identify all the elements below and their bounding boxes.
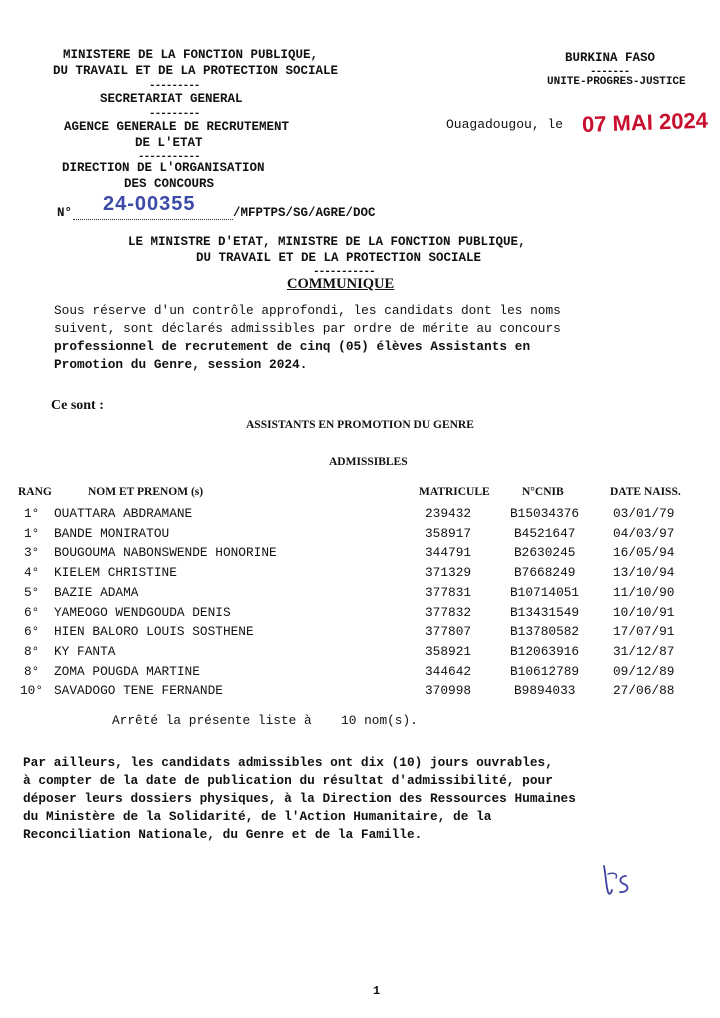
communique-heading: COMMUNIQUE: [287, 276, 395, 292]
cell-date: 13/10/94: [613, 565, 675, 580]
table-row: [0, 585, 720, 605]
notice-line: du Ministère de la Solidarité, de l'Action Humanitaire, de la: [23, 809, 492, 824]
cell-date: 31/12/87: [613, 644, 675, 659]
closing-suffix: nom(s).: [364, 713, 418, 728]
cell-cnib: B15034376: [510, 506, 580, 521]
agency-line2: DE L'ETAT: [135, 136, 203, 150]
cell-nom: OUATTARA ABDRAMANE: [54, 506, 193, 521]
table-row: [0, 506, 720, 526]
table-row: [0, 545, 720, 565]
table-row: [0, 565, 720, 585]
cell-rang: 10°: [20, 683, 44, 698]
handwritten-initials: [598, 862, 638, 902]
country-name: BURKINA FASO: [565, 51, 656, 65]
cell-nom: ZOMA POUGDA MARTINE: [54, 664, 200, 679]
table-row: [0, 526, 720, 546]
table-row: [0, 644, 720, 664]
table-row: [0, 624, 720, 644]
secretariat-general: SECRETARIAT GENERAL: [100, 92, 243, 106]
cell-matricule: 377831: [425, 585, 472, 600]
cell-cnib: B13780582: [510, 624, 580, 639]
ministry-line1: MINISTERE DE LA FONCTION PUBLIQUE,: [63, 48, 319, 62]
notice-line: Reconciliation Nationale, du Genre et de la Famille.: [23, 827, 423, 842]
ce-sont-label: Ce sont :: [51, 398, 104, 413]
reference-underline: [73, 219, 233, 220]
direction-line2: DES CONCOURS: [124, 177, 215, 191]
direction-line1: DIRECTION DE L'ORGANISATION: [62, 161, 265, 175]
cell-rang: 8°: [24, 644, 40, 659]
page-number: 1: [373, 984, 381, 998]
intro-line-bold: professionnel de recrutement de cinq (05) élèves Assistants en: [54, 339, 531, 354]
header-cnib: N°CNIB: [522, 486, 564, 498]
reference-number-stamp: 24-00355: [103, 193, 196, 215]
minister-title-line1: LE MINISTRE D'ETAT, MINISTRE DE LA FONCTION PUBLIQUE,: [128, 235, 526, 249]
cell-date: 11/10/90: [613, 585, 675, 600]
cell-nom: BAZIE ADAMA: [54, 585, 139, 600]
agency-line1: AGENCE GENERALE DE RECRUTEMENT: [64, 120, 290, 134]
initials-signature: [598, 862, 638, 902]
cell-date: 04/03/97: [613, 526, 675, 541]
cell-matricule: 370998: [425, 683, 472, 698]
cell-nom: SAVADOGO TENE FERNANDE: [54, 683, 223, 698]
reference-suffix: /MFPTPS/SG/AGRE/DOC: [233, 206, 376, 220]
cell-matricule: 344791: [425, 545, 472, 560]
intro-line: Sous réserve d'un contrôle approfondi, les candidats dont les noms: [54, 303, 561, 318]
closing-count: 10: [341, 713, 357, 728]
cell-nom: KY FANTA: [54, 644, 116, 659]
intro-paragraph: [54, 302, 694, 374]
notice-line: déposer leurs dossiers physiques, à la Direction des Ressources Humaines: [23, 791, 576, 806]
notice-paragraph: [23, 754, 576, 844]
cell-cnib: B10612789: [510, 664, 580, 679]
cell-nom: BOUGOUMA NABONSWENDE HONORINE: [54, 545, 277, 560]
header-rang: RANG: [18, 486, 52, 498]
separator: -------: [590, 66, 630, 78]
header-date: DATE NAISS.: [610, 486, 681, 498]
separator: ---------: [149, 80, 200, 92]
cell-matricule: 344642: [425, 664, 472, 679]
cell-rang: 1°: [24, 506, 40, 521]
section-subtitle: ADMISSIBLES: [329, 456, 408, 468]
header-matricule: MATRICULE: [419, 486, 490, 498]
cell-cnib: B10714051: [510, 585, 580, 600]
notice-line: à compter de la date de publication du résultat d'admissibilité, pour: [23, 773, 553, 788]
cell-cnib: B7668249: [514, 565, 576, 580]
cell-nom: KIELEM CHRISTINE: [54, 565, 177, 580]
cell-rang: 8°: [24, 664, 40, 679]
table-body: [0, 506, 720, 706]
national-motto: UNITE-PROGRES-JUSTICE: [547, 76, 686, 88]
cell-matricule: 377807: [425, 624, 472, 639]
intro-line: suivent, sont déclarés admissibles par ordre de mérite au concours: [54, 321, 561, 336]
ministry-line2: DU TRAVAIL ET DE LA PROTECTION SOCIALE: [53, 64, 339, 78]
cell-matricule: 371329: [425, 565, 472, 580]
table-row: [0, 605, 720, 625]
cell-nom: YAMEOGO WENDGOUDA DENIS: [54, 605, 231, 620]
cell-cnib: B13431549: [510, 605, 580, 620]
cell-rang: 6°: [24, 624, 40, 639]
closing-prefix: Arrêté la présente liste à: [112, 713, 312, 728]
section-title: ASSISTANTS EN PROMOTION DU GENRE: [246, 419, 474, 431]
cell-date: 16/05/94: [613, 545, 675, 560]
cell-matricule: 358917: [425, 526, 472, 541]
cell-date: 03/01/79: [613, 506, 675, 521]
cell-nom: HIEN BALORO LOUIS SOSTHENE: [54, 624, 254, 639]
place-date-prefix: Ouagadougou, le: [446, 117, 564, 132]
cell-rang: 5°: [24, 585, 40, 600]
cell-matricule: 358921: [425, 644, 472, 659]
cell-rang: 3°: [24, 545, 40, 560]
cell-rang: 6°: [24, 605, 40, 620]
cell-cnib: B9894033: [514, 683, 576, 698]
cell-cnib: B2630245: [514, 545, 576, 560]
closing-list-line: [112, 713, 418, 728]
cell-date: 17/07/91: [613, 624, 675, 639]
minister-title-line2: DU TRAVAIL ET DE LA PROTECTION SOCIALE: [196, 251, 482, 265]
cell-date: 27/06/88: [613, 683, 675, 698]
separator: -----------: [313, 266, 375, 278]
cell-matricule: 377832: [425, 605, 472, 620]
cell-matricule: 239432: [425, 506, 472, 521]
header-nom: NOM ET PRENOM (s): [88, 486, 204, 498]
date-stamp: 07 MAI 2024: [581, 107, 709, 137]
separator: ---------: [149, 108, 200, 120]
separator: -----------: [138, 151, 200, 163]
intro-line-bold: Promotion du Genre, session 2024.: [54, 357, 308, 372]
cell-date: 09/12/89: [613, 664, 675, 679]
cell-date: 10/10/91: [613, 605, 675, 620]
cell-cnib: B4521647: [514, 526, 576, 541]
cell-rang: 4°: [24, 565, 40, 580]
cell-rang: 1°: [24, 526, 40, 541]
table-row: [0, 683, 720, 703]
notice-line: Par ailleurs, les candidats admissibles ont dix (10) jours ouvrables,: [23, 755, 553, 770]
table-row: [0, 664, 720, 684]
cell-nom: BANDE MONIRATOU: [54, 526, 170, 541]
reference-prefix: N°: [57, 206, 73, 220]
cell-cnib: B12063916: [510, 644, 580, 659]
